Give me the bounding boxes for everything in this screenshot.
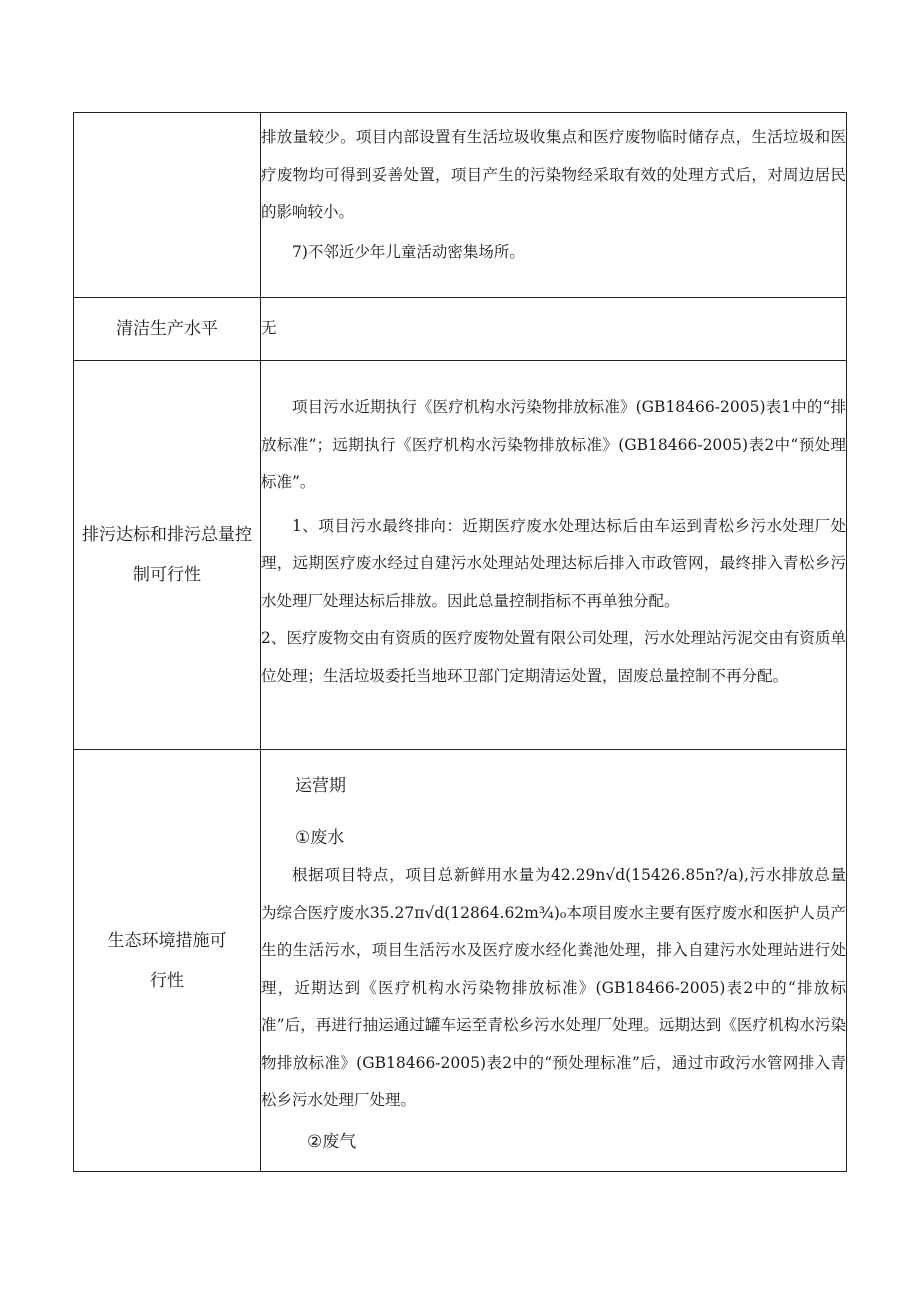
content-table <box>73 112 847 1172</box>
row-content <box>261 750 847 1172</box>
paragraph: 7)不邻近少年儿童活动密集场所。 <box>292 242 525 261</box>
row-label-ecological-measures: 生态环境措施可行性 <box>74 750 261 1172</box>
paragraph: 排放量较少。项目内部设置有生活垃圾收集点和医疗废物临时储存点，生活垃圾和医疗废物均可得到妥善处置，项目产生的污染物经采取有效的处理方式后，对周边居民的影响较小。 <box>261 128 846 221</box>
section-heading: ②废气 <box>307 1131 357 1152</box>
paragraph: 2、医疗废物交由有资质的医疗废物处置有限公司处理，污水处理站污泥交由有资质单位处理；生活垃圾委托当地环卫部门定期清运处置，固废总量控制不再分配。 <box>261 629 846 685</box>
row-content <box>261 113 847 298</box>
paragraph: 1、项目污水最终排向：近期医疗废水处理达标后由车运到青松乡污水处理厂处理，远期医疗废水经过自建污水处理站处理达标后排入市政管网，最终排入青松乡污水处理厂处理达标后排放。因此总量控制指标不再单独分配。 <box>261 516 846 610</box>
paragraph: 无 <box>261 319 277 338</box>
row-content <box>261 361 847 750</box>
table-row <box>74 750 847 1172</box>
row-label-empty <box>74 113 261 298</box>
paragraph: 根据项目特点，项目总新鲜用水量为42.29n√d(15426.85n?/a),污水排放总量为综合医疗废水35.27π√d(12864.62m¾)₀本项目废水主要有医疗废水和医护人员产生的生活污水，项目生活污水及医疗废水经化粪池处理，排入自建污水处理站进行处理，近期达到《医疗机构水污染物排放标准》(GB18466-2005)表2中的“排放标准”后，再进行抽运通过罐车运至青松乡污水处理厂处理。远期达到《医疗机构水污染物排放标准》(GB18466-2005)表2中的“预处理标准”后，通过市政污水管网排入青松乡污水处理厂处理。 <box>261 866 846 1109</box>
table-row <box>74 113 847 298</box>
table-row <box>74 298 847 361</box>
section-heading: 运营期 <box>295 776 346 796</box>
paragraph: 项目污水近期执行《医疗机构水污染物排放标准》(GB18466-2005)表1中的“排放标准”；远期执行《医疗机构水污染物排放标准》(GB18466-2005)表2中“预处理标准”。 <box>261 398 846 491</box>
row-label-clean-production: 清洁生产水平 <box>74 298 261 361</box>
row-content <box>261 298 847 361</box>
table-row <box>74 361 847 750</box>
section-heading: ①废水 <box>295 827 345 848</box>
row-label-discharge-control: 排污达标和排污总量控制可行性 <box>74 361 261 750</box>
